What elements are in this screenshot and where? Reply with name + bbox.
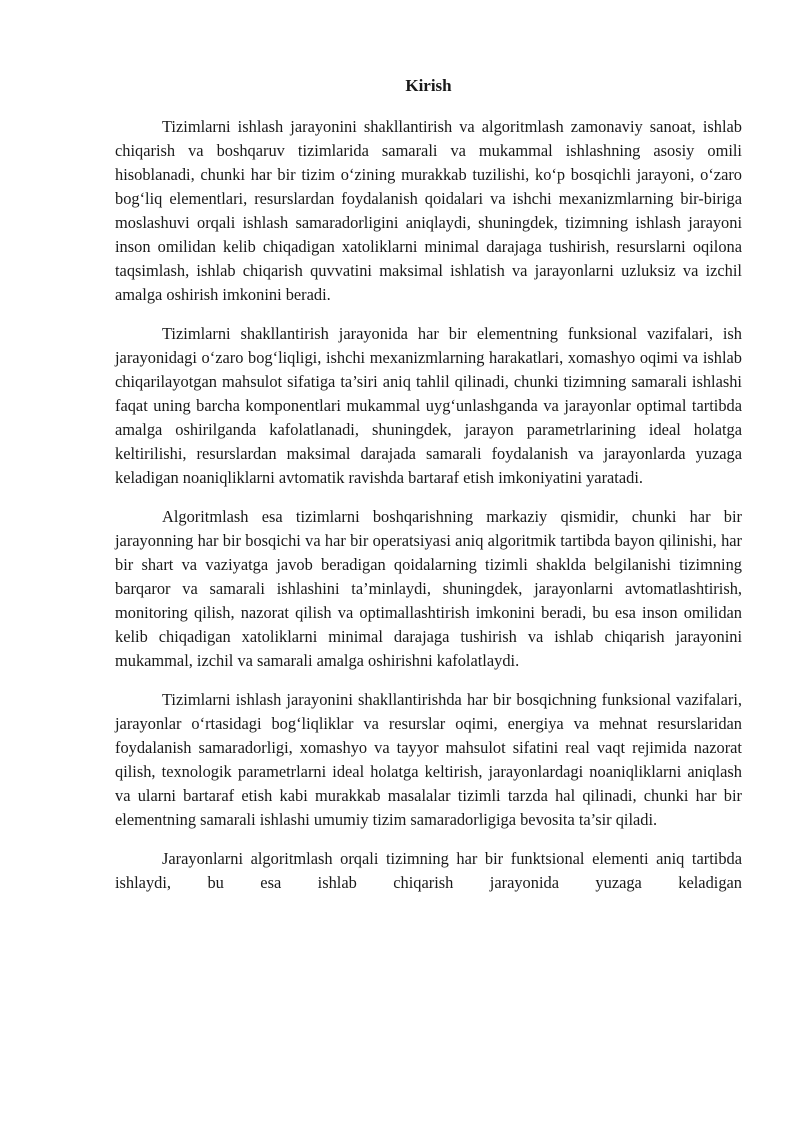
document-title: Kirish	[405, 76, 452, 95]
paragraph-2: Tizimlarni shakllantirish jarayonida har bir elementning funksional vazifalari, ish jarayonidagi o‘zaro bog‘liqligi, ishchi mexanizmlarning harakatlari, xomashyo oqimi va ishlab chiqarilayotgan mahsulot sifatiga ta’siri aniq tahlil qilinadi, chunki tizimning samarali ishlashi faqat uning barcha komponentlari mukammal uyg‘unlashganda va jarayonlar optimal tartibda amalga oshirilganda kafolatlanadi, shuningdek, jarayon parametrlarining ideal holatga keltirilishi, resurslardan maksimal darajada samarali foydalanish va jarayonlarda yuzaga keladigan noaniqliklarni avtomatik ravishda bartaraf etish imkoniyatini yaratadi.	[115, 324, 742, 487]
document-page	[115, 72, 742, 910]
paragraph-3: Algoritmlash esa tizimlarni boshqarishning markaziy qismidir, chunki har bir jarayonning har bir bosqichi va har bir operatsiyasi aniq algoritmik tartibda bayon qilinishi, har bir shart va vaziyatga javob beradigan qoidalarning tizimli shaklda belgilanishi tizimning barqaror va samarali ishlashini ta’minlaydi, shuningdek, jarayonlarni avtomatlashtirish, monitoring qilish, nazorat qilish va optimallashtirish imkonini beradi, bu esa inson omilidan kelib chiqadigan xatoliklarni minimal darajaga tushirish va ishlab chiqarish jarayonini mukammal, izchil va samarali amalga oshirishni kafolatlaydi.	[115, 507, 742, 670]
paragraph-5: Jarayonlarni algoritmlash orqali tizimning har bir funktsional elementi aniq tartibda ishlaydi, bu esa ishlab chiqarish jarayonida yuzaga keladigan	[115, 849, 742, 892]
paragraph-1: Tizimlarni ishlash jarayonini shakllantirish va algoritmlash zamonaviy sanoat, ishlab chiqarish va boshqaruv tizimlarida samarali va mukammal ishlashning asosiy omili hisoblanadi, chunki har bir tizim o‘zining murakkab tuzilishi, ko‘p bosqichli jarayoni, o‘zaro bog‘liq elementlari, resurslardan foydalanish qoidalari va ishchi mexanizmlarning bir-biriga moslashuvi orqali ishlash samaradorligini aniqlaydi, shuningdek, tizimning ishlash jarayoni inson omilidan kelib chiqadigan xatoliklarni minimal darajaga tushirish, resurslarni oqilona taqsimlash, ishlab chiqarish quvvatini maksimal ishlatish va jarayonlarni uzluksiz va izchil amalga oshirish imkonini beradi.	[115, 117, 742, 304]
paragraph-4: Tizimlarni ishlash jarayonini shakllantirishda har bir bosqichning funksional vazifalari, jarayonlar o‘rtasidagi bog‘liqliklar va resurslar oqimi, energiya va mehnat resurslaridan foydalanish samaradorligi, xomashyo va tayyor mahsulot sifatini real vaqt rejimida nazorat qilish, texnologik parametrlarni ideal holatga keltirish, jarayonlardagi noaniqliklarni aniqlash va ularni bartaraf etish kabi murakkab masalalar tizimli tarzda hal qilinadi, chunki har bir elementning samarali ishlashi umumiy tizim samaradorligiga bevosita ta’sir qiladi.	[115, 690, 742, 829]
